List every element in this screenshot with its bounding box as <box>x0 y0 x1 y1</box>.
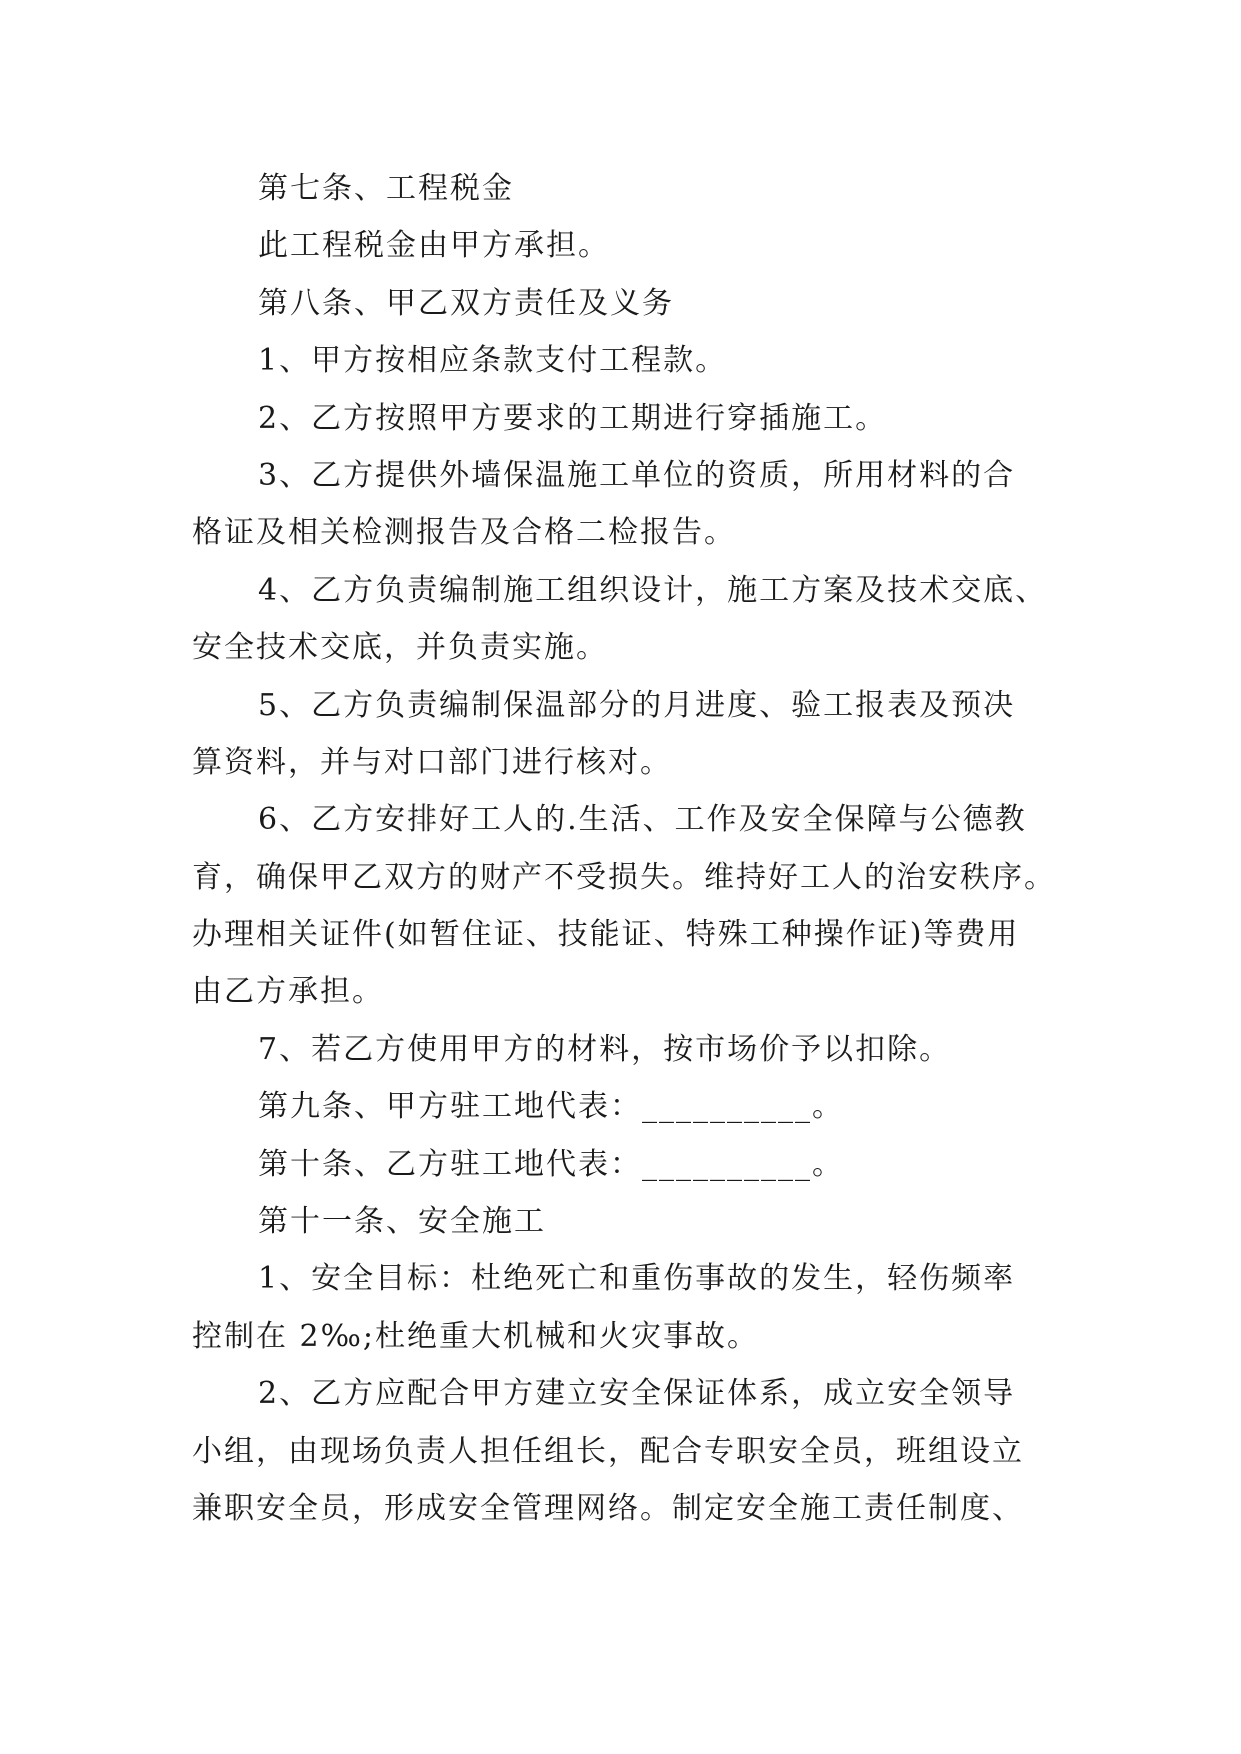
text-line: 小组，由现场负责人担任组长，配合专职安全员，班组设立 <box>192 1433 1024 1469</box>
text-line: 第九条、甲方驻工地代表：__________。 <box>258 1089 844 1125</box>
text-line: 3、乙方提供外墙保温施工单位的资质，所用材料的合 <box>258 457 1016 493</box>
text-line: 4、乙方负责编制施工组织设计，施工方案及技术交底、 <box>258 572 1048 608</box>
contract-text-body <box>192 160 1072 1537</box>
text-line: 控制在 2‰;杜绝重大机械和火灾事故。 <box>192 1318 759 1354</box>
text-line: 1、安全目标：杜绝死亡和重伤事故的发生，轻伤频率 <box>258 1261 1016 1297</box>
text-line: 由乙方承担。 <box>192 974 384 1010</box>
text-line: 2、乙方应配合甲方建立安全保证体系，成立安全领导 <box>258 1376 1016 1412</box>
text-line: 算资料，并与对口部门进行核对。 <box>192 744 672 780</box>
text-line: 6、乙方安排好工人的.生活、工作及安全保障与公德教 <box>258 802 1027 838</box>
text-line: 第七条、工程税金 <box>258 171 514 206</box>
text-line: 安全技术交底，并负责实施。 <box>192 630 608 666</box>
text-line: 育，确保甲乙双方的财产不受损失。维持好工人的治安秩序。 <box>192 859 1056 895</box>
text-line: 5、乙方负责编制保温部分的月进度、验工报表及预决 <box>258 687 1016 723</box>
text-line: 第十条、乙方驻工地代表：__________。 <box>258 1146 844 1182</box>
text-line: 2、乙方按照甲方要求的工期进行穿插施工。 <box>258 400 888 436</box>
text-line: 兼职安全员，形成安全管理网络。制定安全施工责任制度、 <box>192 1490 1024 1526</box>
text-line: 第十一条、安全施工 <box>258 1204 546 1240</box>
text-line: 格证及相关检测报告及合格二检报告。 <box>192 515 736 551</box>
text-line: 办理相关证件(如暂住证、技能证、特殊工种操作证)等费用 <box>192 917 1020 953</box>
text-line: 第八条、甲乙双方责任及义务 <box>258 285 674 321</box>
text-line: 此工程税金由甲方承担。 <box>258 228 610 264</box>
text-line: 1、甲方按相应条款支付工程款。 <box>258 343 728 379</box>
text-line: 7、若乙方使用甲方的材料，按市场价予以扣除。 <box>258 1031 952 1067</box>
